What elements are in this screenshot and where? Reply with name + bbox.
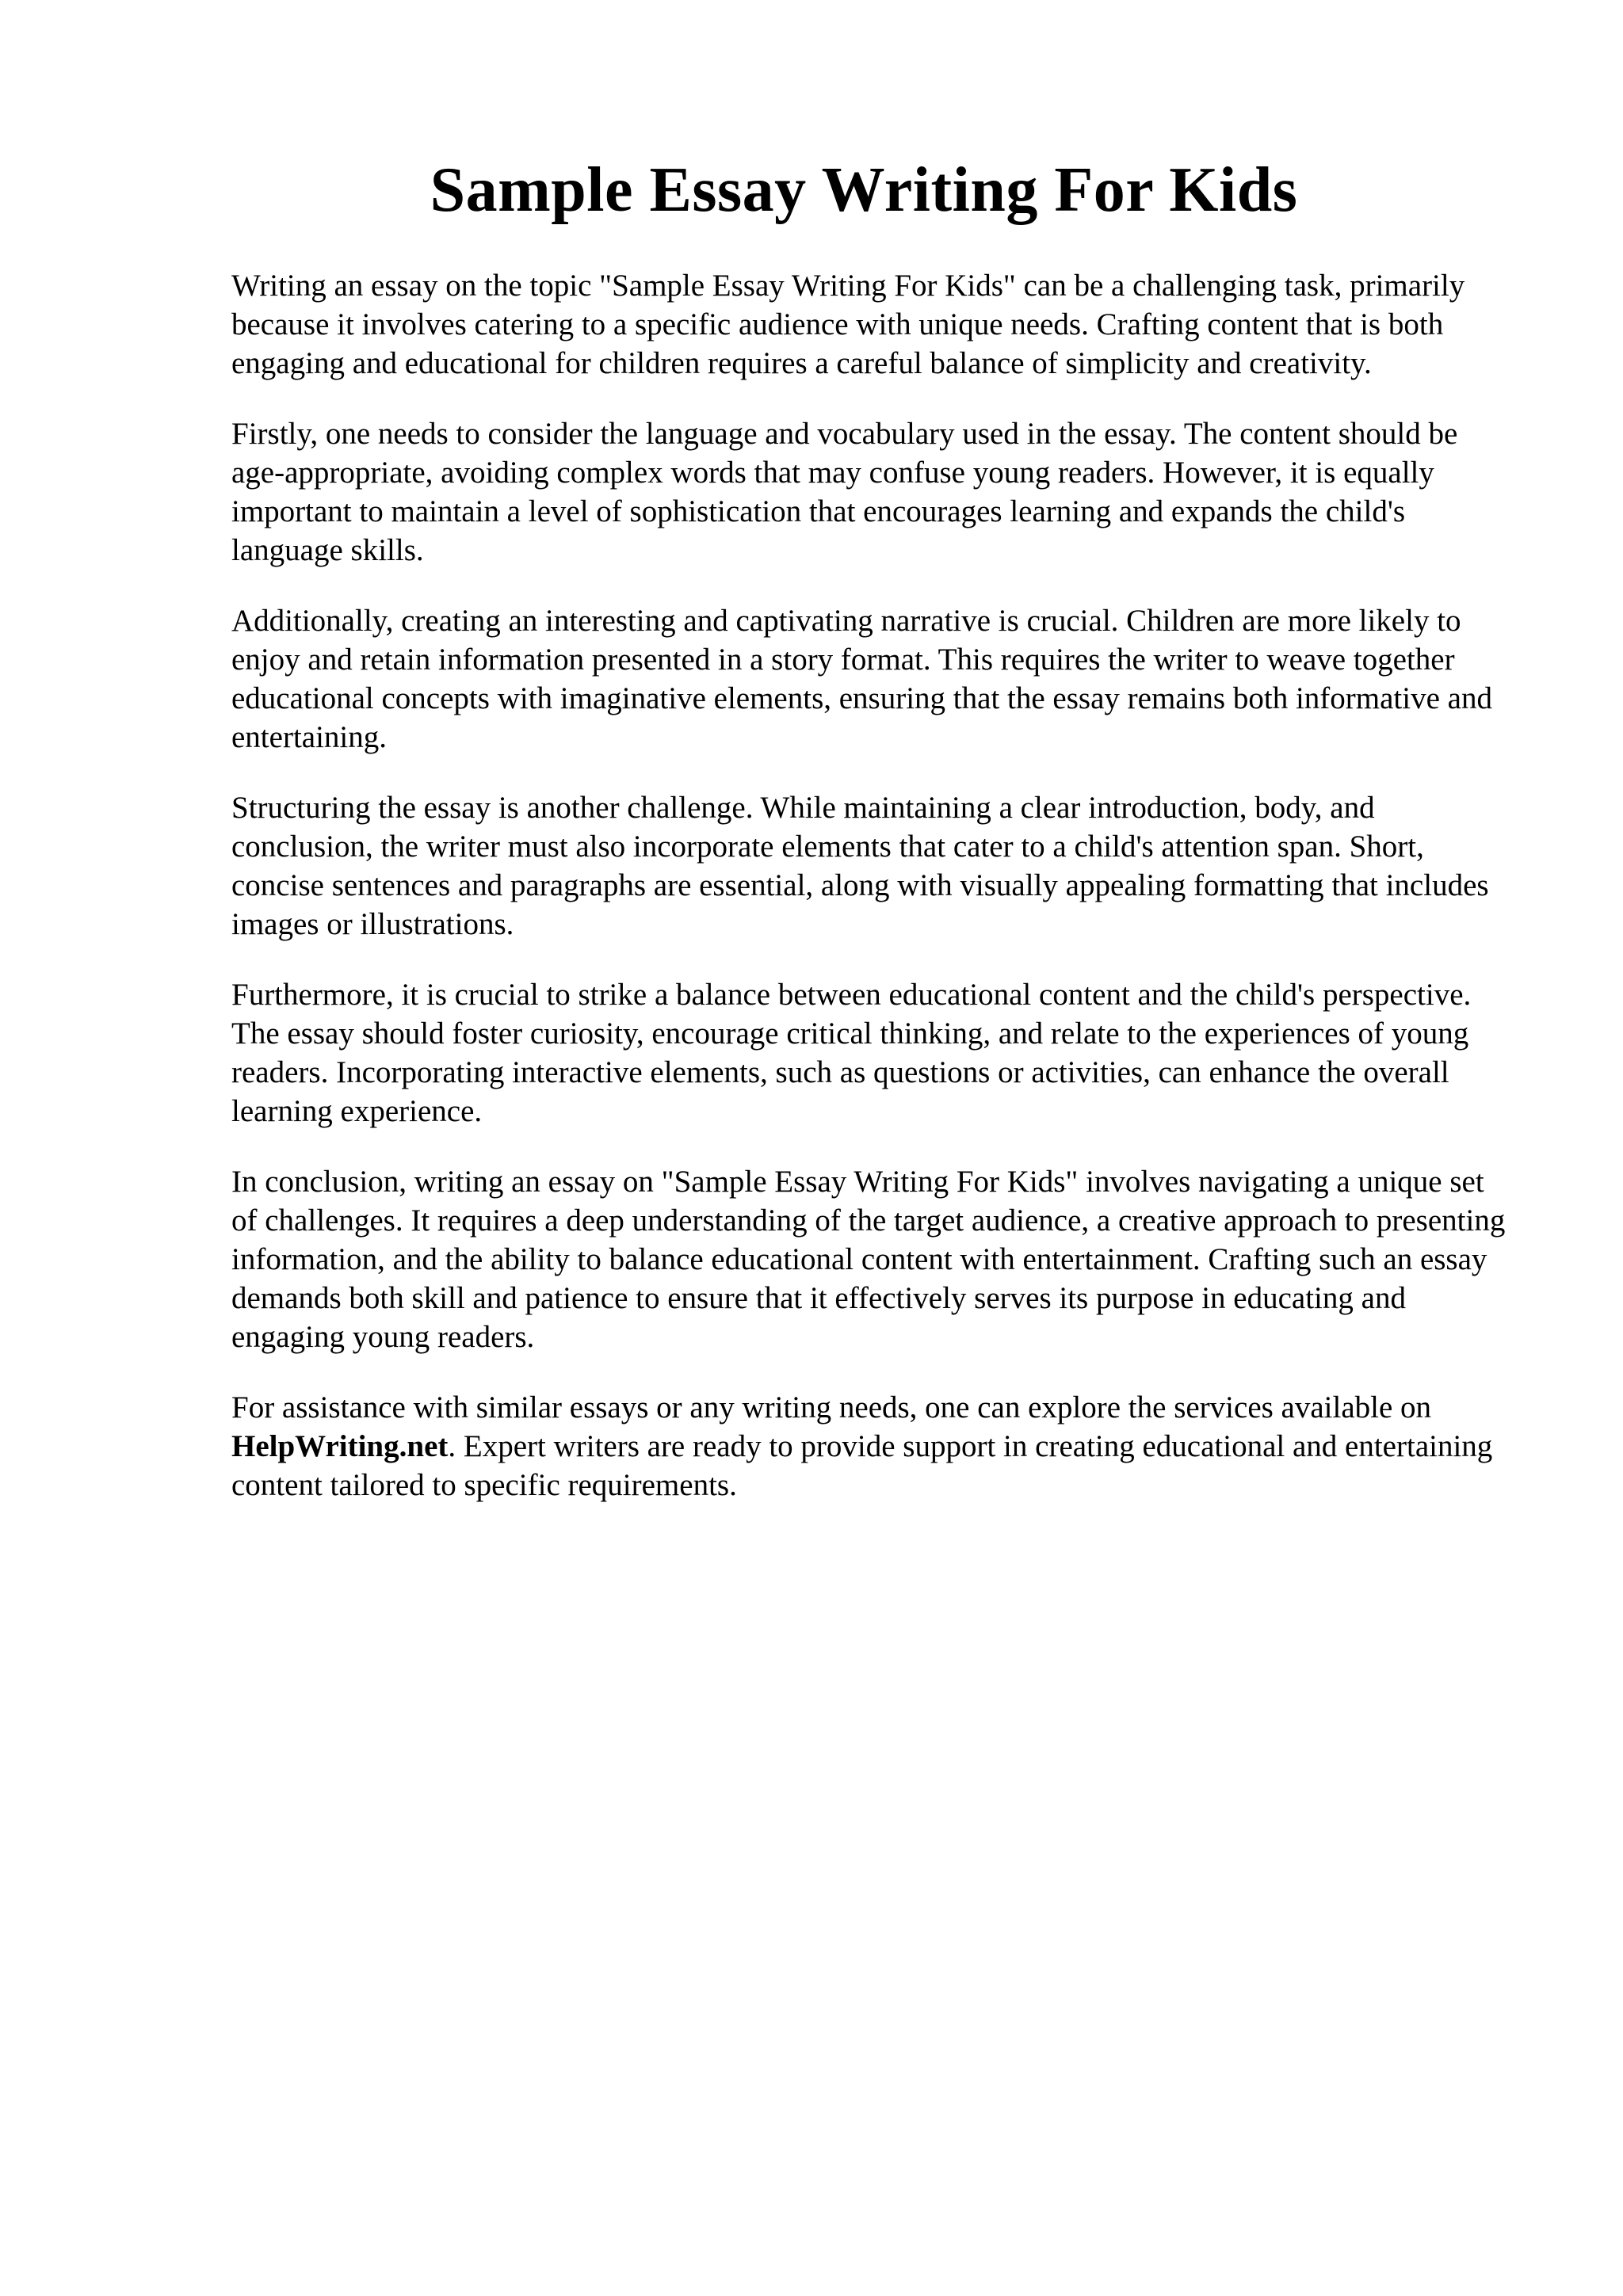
paragraph-language: Firstly, one needs to consider the language and vocabulary used in the essay. The content should be age-appropriate, avoiding complex words that may confuse young readers. However, it is equally important to maintain a level of sophistication that encourages learning and expands the child's language skills. [231, 417, 1458, 567]
paragraph-narrative: Additionally, creating an interesting and captivating narrative is crucial. Children are more likely to enjoy and retain information presented in a story format. This requires the writer to weave together educational concepts with imaginative elements, ensuring that the essay remains both informative and entertaining. [231, 604, 1492, 754]
paragraph-structure: Structuring the essay is another challenge. While maintaining a clear introduction, body, and conclusion, the writer must also incorporate elements that cater to a child's attention span. Short, concise sentences and paragraphs are essential, along with visually appealing formatting that includes images or illustrations. [231, 791, 1489, 941]
document-title: Sample Essay Writing For Kids [430, 155, 1298, 225]
paragraph-perspective: Furthermore, it is crucial to strike a balance between educational content and the child's perspective. The essay should foster curiosity, encourage critical thinking, and relate to the experiences of young readers. Incorporating interactive elements, such as questions or activities, can enhance the overall learning experience. [231, 978, 1472, 1128]
closing-text-before: For assistance with similar essays or any writing needs, one can explore the services available on [231, 1390, 1432, 1425]
closing-text-after: . Expert writers are ready to provide support in creating educational and entertaining content tailored to specific requirements. [231, 1429, 1493, 1502]
paragraph-intro: Writing an essay on the topic "Sample Essay Writing For Kids" can be a challenging task, primarily because it involves catering to a specific audience with unique needs. Crafting content that is both engaging and educational for children requires a careful balance of simplicity and creativity. [231, 269, 1465, 380]
brand-name: HelpWriting.net [231, 1429, 449, 1463]
paragraph-conclusion: In conclusion, writing an essay on "Sample Essay Writing For Kids" involves navigating a unique set of challenges. It requires a deep understanding of the target audience, a creative approach to presenting information, and the ability to balance educational content with entertainment. Crafting such an essay demands both skill and patience to ensure that it effectively serves its purpose in educating and engaging young readers. [231, 1165, 1506, 1354]
document-body [231, 266, 1515, 1536]
paragraph-closing [231, 1388, 1515, 1505]
